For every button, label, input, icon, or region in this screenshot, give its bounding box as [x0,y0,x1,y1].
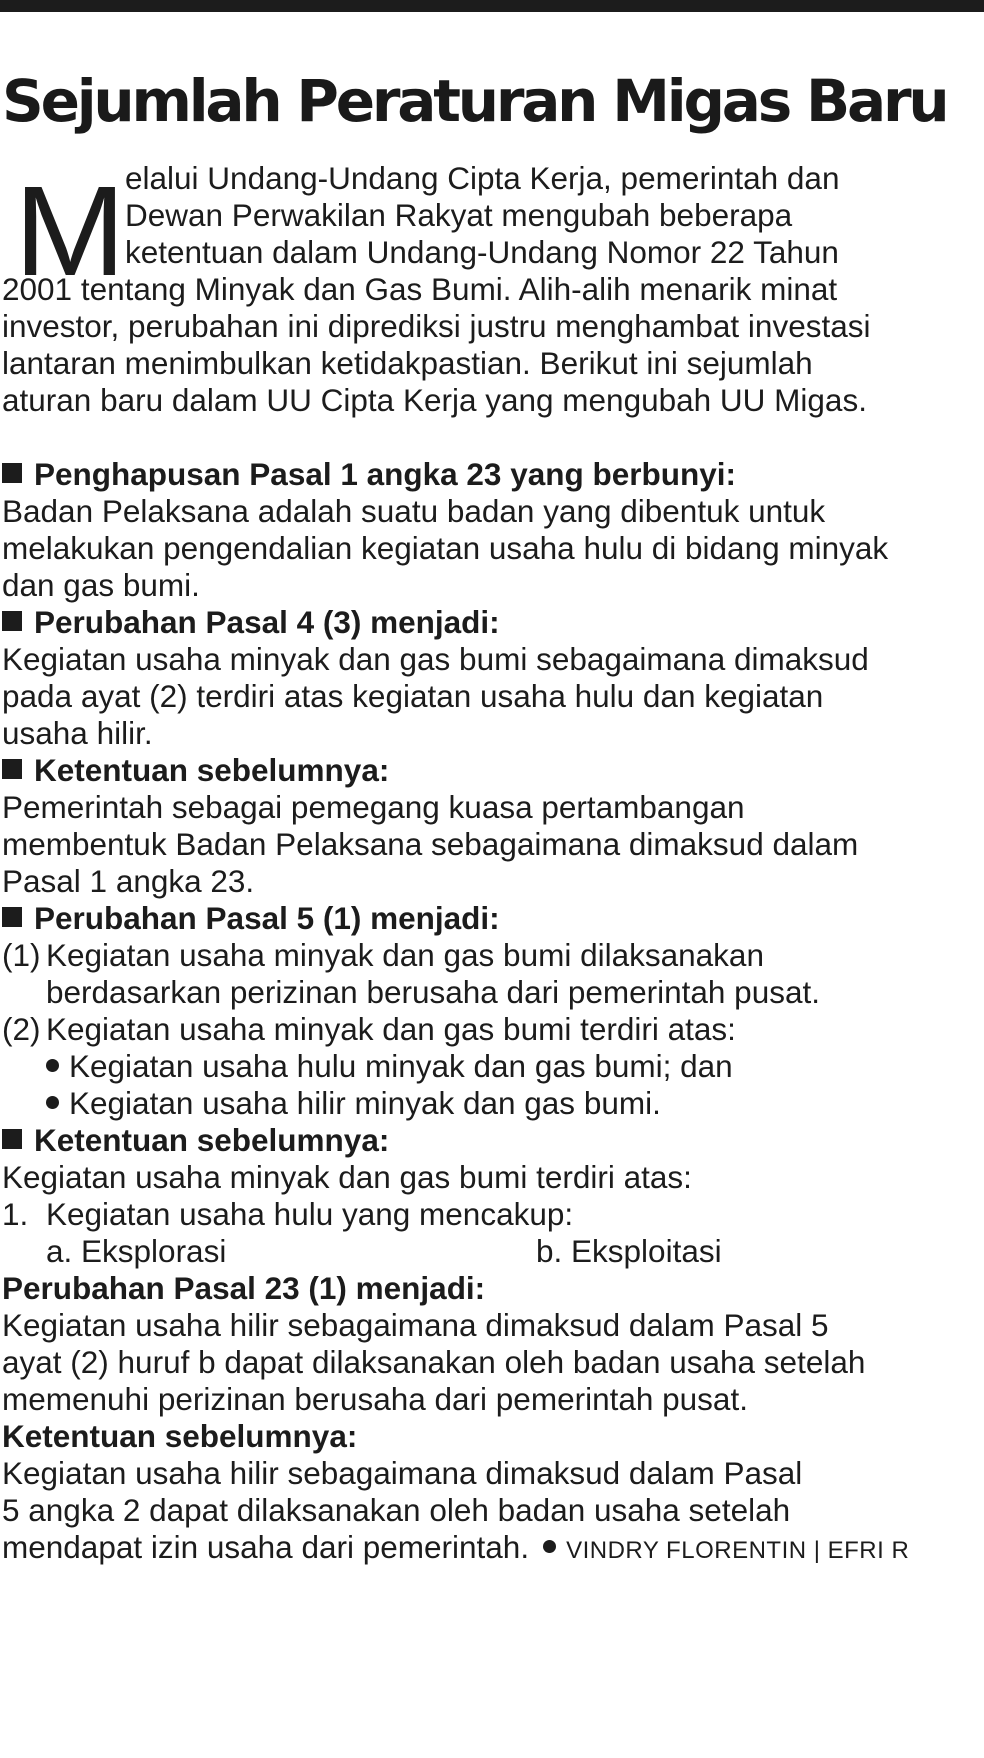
intro-line: elalui Undang-Undang Cipta Kerja, pemerintah dan [125,160,840,196]
list-number: (1) [2,937,41,973]
section-heading: Perubahan Pasal 4 (3) menjadi: [2,602,500,644]
intro-line: ketentuan dalam Undang-Undang Nomor 22 Tahun [125,234,839,270]
section-heading: Ketentuan sebelumnya: [2,1120,389,1162]
list-number: (2) [2,1011,41,1047]
section-heading: Penghapusan Pasal 1 angka 23 yang berbunyi: [2,454,736,496]
sub-item-a: a. Eksplorasi [46,1233,227,1269]
section-line: pada ayat (2) terdiri atas kegiatan usaha hulu dan kegiatan [2,678,824,714]
dot-bullet-icon [46,1059,59,1072]
list-item-line: Kegiatan usaha hulu yang mencakup: [46,1196,574,1232]
section-heading: Perubahan Pasal 5 (1) menjadi: [2,898,500,940]
section-line: usaha hilir. [2,715,153,751]
intro-line: 2001 tentang Minyak dan Gas Bumi. Alih-alih menarik minat [2,271,838,307]
list-item-line: berdasarkan perizinan berusaha dari pemerintah pusat. [46,974,820,1010]
square-bullet-icon [2,759,22,779]
section-heading: Ketentuan sebelumnya: [2,1418,358,1454]
section-heading: Perubahan Pasal 23 (1) menjadi: [2,1270,486,1306]
intro-line: aturan baru dalam UU Cipta Kerja yang mengubah UU Migas. [2,382,867,418]
list-number: 1. [2,1196,29,1232]
square-bullet-icon [2,463,22,483]
section-line: Pasal 1 angka 23. [2,863,255,899]
section-line: membentuk Badan Pelaksana sebagaimana dimaksud dalam [2,826,859,862]
list-item-line: Kegiatan usaha minyak dan gas bumi dilaksanakan [46,937,764,973]
section-line: mendapat izin usaha dari pemerintah. VINDRY FLORENTIN | EFRI R [2,1529,910,1565]
dot-bullet-icon [543,1540,556,1553]
section-line: Pemerintah sebagai pemegang kuasa pertambangan [2,789,745,825]
dot-bullet-icon [46,1096,59,1109]
top-rule [0,0,984,12]
drop-cap: M [14,160,126,303]
section-line: Kegiatan usaha hilir sebagaimana dimaksud dalam Pasal [2,1455,803,1491]
square-bullet-icon [2,611,22,631]
section-line: Badan Pelaksana adalah suatu badan yang dibentuk untuk [2,493,826,529]
section-line: ayat (2) huruf b dapat dilaksanakan oleh badan usaha setelah [2,1344,866,1380]
section-line: melakukan pengendalian kegiatan usaha hulu di bidang minyak [2,530,889,566]
section-heading: Ketentuan sebelumnya: [2,750,389,792]
sub-item-b: b. Eksploitasi [536,1233,722,1269]
section-line: Kegiatan usaha hilir sebagaimana dimaksud dalam Pasal 5 [2,1307,829,1343]
section-line: 5 angka 2 dapat dilaksanakan oleh badan usaha setelah [2,1492,791,1528]
bullet-item: Kegiatan usaha hilir minyak dan gas bumi. [46,1083,661,1125]
bullet-item: Kegiatan usaha hulu minyak dan gas bumi; dan [46,1046,733,1088]
intro-line: lantaran menimbulkan ketidakpastian. Berikut ini sejumlah [2,345,813,381]
square-bullet-icon [2,1129,22,1149]
byline: VINDRY FLORENTIN | EFRI R [543,1537,909,1564]
section-line: dan gas bumi. [2,567,200,603]
section-line: Kegiatan usaha minyak dan gas bumi terdiri atas: [2,1159,692,1195]
list-item-line: Kegiatan usaha minyak dan gas bumi terdiri atas: [46,1011,736,1047]
intro-line: investor, perubahan ini diprediksi justru menghambat investasi [2,308,871,344]
square-bullet-icon [2,907,22,927]
headline: Sejumlah Peraturan Migas Baru [2,67,947,135]
section-line: memenuhi perizinan berusaha dari pemerintah pusat. [2,1381,748,1417]
intro-line: Dewan Perwakilan Rakyat mengubah beberapa [125,197,793,233]
section-line: Kegiatan usaha minyak dan gas bumi sebagaimana dimaksud [2,641,869,677]
